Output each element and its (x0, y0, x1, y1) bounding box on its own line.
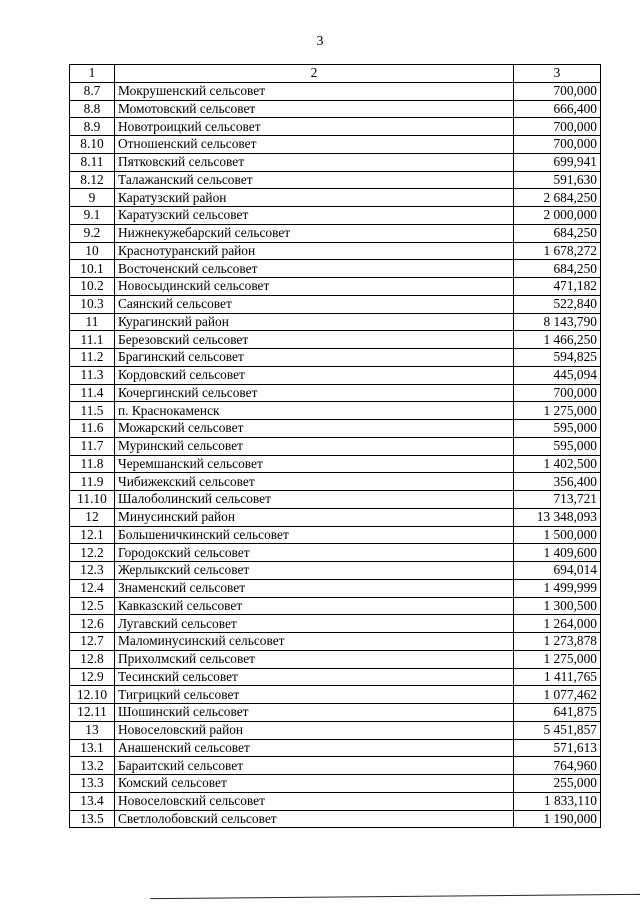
row-value: 1 833,110 (514, 792, 601, 810)
row-value: 1 500,000 (514, 526, 601, 544)
row-name: Новоселовский район (115, 721, 514, 739)
table-row (70, 153, 601, 171)
table-row (70, 579, 601, 597)
table-row (70, 242, 601, 260)
row-number: 11 (70, 313, 115, 331)
row-number: 12.10 (70, 686, 115, 704)
row-name: Бараитский сельсовет (115, 757, 514, 775)
row-name: Тесинский сельсовет (115, 668, 514, 686)
table-row (70, 473, 601, 491)
row-name: Анашенский сельсовет (115, 739, 514, 757)
row-number: 8.8 (70, 100, 115, 118)
row-number: 13.2 (70, 757, 115, 775)
row-value: 694,014 (514, 562, 601, 580)
row-name: Восточенский сельсовет (115, 260, 514, 278)
row-value: 1 275,000 (514, 650, 601, 668)
table-row (70, 739, 601, 757)
row-name: Прихолмский сельсовет (115, 650, 514, 668)
row-number: 9.2 (70, 224, 115, 242)
row-value: 471,182 (514, 278, 601, 296)
row-number: 12 (70, 508, 115, 526)
header-col-1: 1 (70, 65, 115, 83)
row-name: Отношенский сельсовет (115, 136, 514, 154)
row-value: 571,613 (514, 739, 601, 757)
row-value: 1 499,999 (514, 579, 601, 597)
row-name: Кочергинский сельсовет (115, 384, 514, 402)
row-name: Брагинский сельсовет (115, 349, 514, 367)
row-value: 2 000,000 (514, 207, 601, 225)
row-name: Минусинский район (115, 508, 514, 526)
table-header-row (70, 65, 601, 83)
table-row (70, 260, 601, 278)
table-row (70, 775, 601, 793)
table-row (70, 508, 601, 526)
row-number: 12.5 (70, 597, 115, 615)
table-row (70, 82, 601, 100)
row-value: 13 348,093 (514, 508, 601, 526)
row-number: 12.2 (70, 544, 115, 562)
table-row (70, 650, 601, 668)
row-number: 12.3 (70, 562, 115, 580)
row-number: 10.2 (70, 278, 115, 296)
row-number: 8.10 (70, 136, 115, 154)
row-number: 8.12 (70, 171, 115, 189)
table-row (70, 295, 601, 313)
header-col-2: 2 (115, 65, 514, 83)
table-row (70, 597, 601, 615)
row-name: Чибижекский сельсовет (115, 473, 514, 491)
row-value: 764,960 (514, 757, 601, 775)
row-value: 8 143,790 (514, 313, 601, 331)
row-value: 595,000 (514, 437, 601, 455)
row-number: 12.1 (70, 526, 115, 544)
row-name: Городокский сельсовет (115, 544, 514, 562)
row-value: 591,630 (514, 171, 601, 189)
table-row (70, 562, 601, 580)
row-number: 8.9 (70, 118, 115, 136)
row-value: 1 275,000 (514, 402, 601, 420)
table-row (70, 171, 601, 189)
row-number: 11.4 (70, 384, 115, 402)
row-value: 684,250 (514, 224, 601, 242)
row-name: Березовский сельсовет (115, 331, 514, 349)
row-value: 1 077,462 (514, 686, 601, 704)
table-row (70, 331, 601, 349)
row-number: 13.4 (70, 792, 115, 810)
row-name: Муринский сельсовет (115, 437, 514, 455)
row-number: 12.7 (70, 633, 115, 651)
row-value: 1 678,272 (514, 242, 601, 260)
table-row (70, 437, 601, 455)
header-col-3: 3 (514, 65, 601, 83)
row-number: 13.5 (70, 810, 115, 828)
row-name: Маломинусинский сельсовет (115, 633, 514, 651)
row-number: 10 (70, 242, 115, 260)
row-number: 11.10 (70, 491, 115, 509)
row-value: 2 684,250 (514, 189, 601, 207)
row-name: Краснотуранский район (115, 242, 514, 260)
row-value: 356,400 (514, 473, 601, 491)
row-number: 11.3 (70, 366, 115, 384)
row-name: Кордовский сельсовет (115, 366, 514, 384)
row-number: 12.4 (70, 579, 115, 597)
row-value: 1 264,000 (514, 615, 601, 633)
row-name: Талажанский сельсовет (115, 171, 514, 189)
row-value: 641,875 (514, 704, 601, 722)
row-value: 1 402,500 (514, 455, 601, 473)
row-value: 666,400 (514, 100, 601, 118)
row-name: Лугавский сельсовет (115, 615, 514, 633)
bottom-rule (150, 894, 640, 899)
row-name: Новосыдинский сельсовет (115, 278, 514, 296)
table-row (70, 366, 601, 384)
row-name: Курагинский район (115, 313, 514, 331)
row-value: 255,000 (514, 775, 601, 793)
table-row (70, 633, 601, 651)
row-number: 11.8 (70, 455, 115, 473)
table-row (70, 526, 601, 544)
row-value: 595,000 (514, 420, 601, 438)
table-row (70, 384, 601, 402)
row-name: Каратузский район (115, 189, 514, 207)
row-number: 11.9 (70, 473, 115, 491)
row-name: Шошинский сельсовет (115, 704, 514, 722)
row-number: 12.6 (70, 615, 115, 633)
row-value: 594,825 (514, 349, 601, 367)
row-value: 445,094 (514, 366, 601, 384)
row-name: Светлолобовский сельсовет (115, 810, 514, 828)
table-row (70, 491, 601, 509)
table-row (70, 420, 601, 438)
row-name: Каратузский сельсовет (115, 207, 514, 225)
row-value: 1 409,600 (514, 544, 601, 562)
row-value: 522,840 (514, 295, 601, 313)
row-name: Кавказский сельсовет (115, 597, 514, 615)
row-value: 700,000 (514, 136, 601, 154)
row-number: 13 (70, 721, 115, 739)
table-row (70, 313, 601, 331)
table-row (70, 810, 601, 828)
row-name: Мокрушенский сельсовет (115, 82, 514, 100)
row-value: 713,721 (514, 491, 601, 509)
row-number: 12.8 (70, 650, 115, 668)
table-row (70, 207, 601, 225)
table-row (70, 615, 601, 633)
table-row (70, 792, 601, 810)
table-row (70, 278, 601, 296)
table-row (70, 721, 601, 739)
row-number: 11.5 (70, 402, 115, 420)
table-row (70, 544, 601, 562)
row-name: Тигрицкий сельсовет (115, 686, 514, 704)
page-number: 3 (316, 34, 324, 49)
row-number: 8.7 (70, 82, 115, 100)
row-number: 11.7 (70, 437, 115, 455)
row-value: 700,000 (514, 82, 601, 100)
row-name: Большеничкинский сельсовет (115, 526, 514, 544)
row-value: 700,000 (514, 384, 601, 402)
row-value: 1 273,878 (514, 633, 601, 651)
row-name: Момотовский сельсовет (115, 100, 514, 118)
table-row (70, 704, 601, 722)
table-row (70, 402, 601, 420)
row-name: Можарский сельсовет (115, 420, 514, 438)
row-value: 699,941 (514, 153, 601, 171)
row-name: Комский сельсовет (115, 775, 514, 793)
table-row (70, 100, 601, 118)
row-name: Знаменский сельсовет (115, 579, 514, 597)
row-name: п. Краснокаменск (115, 402, 514, 420)
row-name: Саянский сельсовет (115, 295, 514, 313)
row-number: 8.11 (70, 153, 115, 171)
row-value: 1 466,250 (514, 331, 601, 349)
table-row (70, 224, 601, 242)
row-value: 1 411,765 (514, 668, 601, 686)
row-number: 12.11 (70, 704, 115, 722)
row-name: Черемшанский сельсовет (115, 455, 514, 473)
row-number: 9 (70, 189, 115, 207)
budget-table (69, 64, 601, 828)
row-number: 11.2 (70, 349, 115, 367)
row-value: 1 300,500 (514, 597, 601, 615)
table-row (70, 686, 601, 704)
table-row (70, 668, 601, 686)
row-number: 13.3 (70, 775, 115, 793)
row-number: 11.6 (70, 420, 115, 438)
row-name: Новотроицкий сельсовет (115, 118, 514, 136)
row-name: Пятковский сельсовет (115, 153, 514, 171)
row-number: 11.1 (70, 331, 115, 349)
table-row (70, 455, 601, 473)
row-value: 700,000 (514, 118, 601, 136)
table-row (70, 118, 601, 136)
table-row (70, 136, 601, 154)
row-name: Шалоболинский сельсовет (115, 491, 514, 509)
row-number: 10.3 (70, 295, 115, 313)
table-row (70, 189, 601, 207)
row-number: 10.1 (70, 260, 115, 278)
row-number: 13.1 (70, 739, 115, 757)
row-name: Новоселовский сельсовет (115, 792, 514, 810)
row-value: 5 451,857 (514, 721, 601, 739)
table-row (70, 757, 601, 775)
row-name: Жерлыкский сельсовет (115, 562, 514, 580)
row-value: 684,250 (514, 260, 601, 278)
table-row (70, 349, 601, 367)
row-name: Нижнекужебарский сельсовет (115, 224, 514, 242)
row-number: 12.9 (70, 668, 115, 686)
row-value: 1 190,000 (514, 810, 601, 828)
row-number: 9.1 (70, 207, 115, 225)
